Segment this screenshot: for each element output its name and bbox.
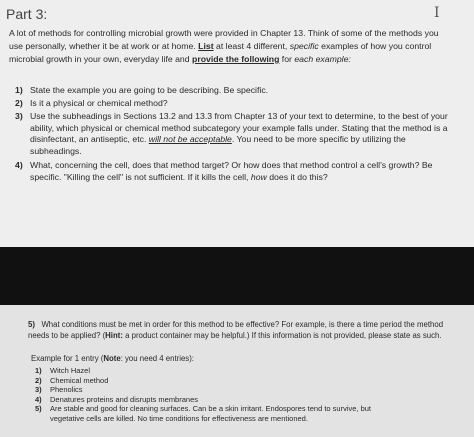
list-item [15,111,455,161]
entry-text-continued: vegetative cells are killed. No time conditions for effectiveness are mentioned. [50,413,308,423]
list-item [15,160,455,186]
entry-text: Denatures proteins and disrupts membranes [50,394,198,404]
intro-provide: provide the following [192,54,280,64]
item-text-italic: how [250,171,267,182]
q5-text-b: a product container may be helpful.) If this information is not provided, please state as such. [122,330,442,340]
q5-hint: Hint: [105,330,123,340]
example-entry [35,366,435,376]
entry-number: 4) [35,394,42,404]
item-text-underlined: will not be acceptable [148,134,232,145]
entry-text: Phenolics [50,385,83,395]
intro-text-4: for [279,54,295,64]
list-item [15,98,455,110]
example-entry [35,385,435,395]
example-entry [35,395,435,405]
item-text-a: Use the subheadings in Sections 13.2 and 13.3 from Chapter 13 of your text to determine, to the best of your ability, which physical or chemical method subcategory your example falls under. Stating that the method is a disinfectant, an antiseptic, etc. [30,111,448,145]
item-text: Is it a physical or chemical method? [30,98,168,108]
intro-text-2: at least 4 different, [213,41,290,51]
item-text-b: does it do this? [266,171,328,182]
item-text [30,160,450,183]
item-text [30,111,450,157]
entry-number: 1) [35,366,42,375]
page-title: Part 3: [6,6,48,22]
example-entries [35,366,435,424]
example-heading [31,354,194,363]
dark-band [0,247,474,305]
entry-number: 3) [35,385,42,395]
entry-text: Are stable and good for cleaning surfaces. Can be a skin irritant. Endospores tend to survive, but [50,404,372,414]
item-number: 2) [15,98,23,108]
text-cursor-icon: I [434,5,440,21]
item-number: 4) [15,160,23,170]
question-5 [28,320,448,341]
list-item [15,85,455,97]
example-entry [35,376,435,386]
entry-number: 2) [35,375,42,385]
entry-text: Witch Hazel [50,366,91,375]
intro-specific: specific [289,41,319,51]
item-text: State the example you are going to be describing. Be specific. [30,85,269,95]
item-number: 3) [15,111,23,121]
example-note: Note [103,354,121,363]
intro-text-3: examples of how you control microbial growth in your own, everyday life and [9,41,432,64]
intro-paragraph [9,27,449,66]
example-lead-a: Example for 1 entry ( [31,354,104,363]
entry-number: 5) [35,404,42,414]
example-entry [35,404,435,424]
q5-number: 5) [28,320,35,329]
intro-list-word: List [198,41,214,51]
entry-text: Chemical method [50,375,109,385]
example-lead-b: : you need 4 entries): [120,354,194,363]
item-text-b: . You need to be more specific by utilizing the subheadings. [30,134,406,156]
intro-text-1: A lot of methods for controlling microbial growth were provided in Chapter 13. Think of some of the methods you use personally, whether it be at work or at home. [9,28,439,51]
item-text-a: What, concerning the cell, does that method target? Or how does that method control a cell's growth? Be specific. "Killing the cell" is not sufficient. If it kills the cell, [30,160,433,182]
intro-each: each example: [294,54,351,64]
q5-text-a: What conditions must be met in order for this method to be effective? For example, is there a time period the method needs to be applied? ( [28,320,444,340]
item-number: 1) [15,85,23,95]
